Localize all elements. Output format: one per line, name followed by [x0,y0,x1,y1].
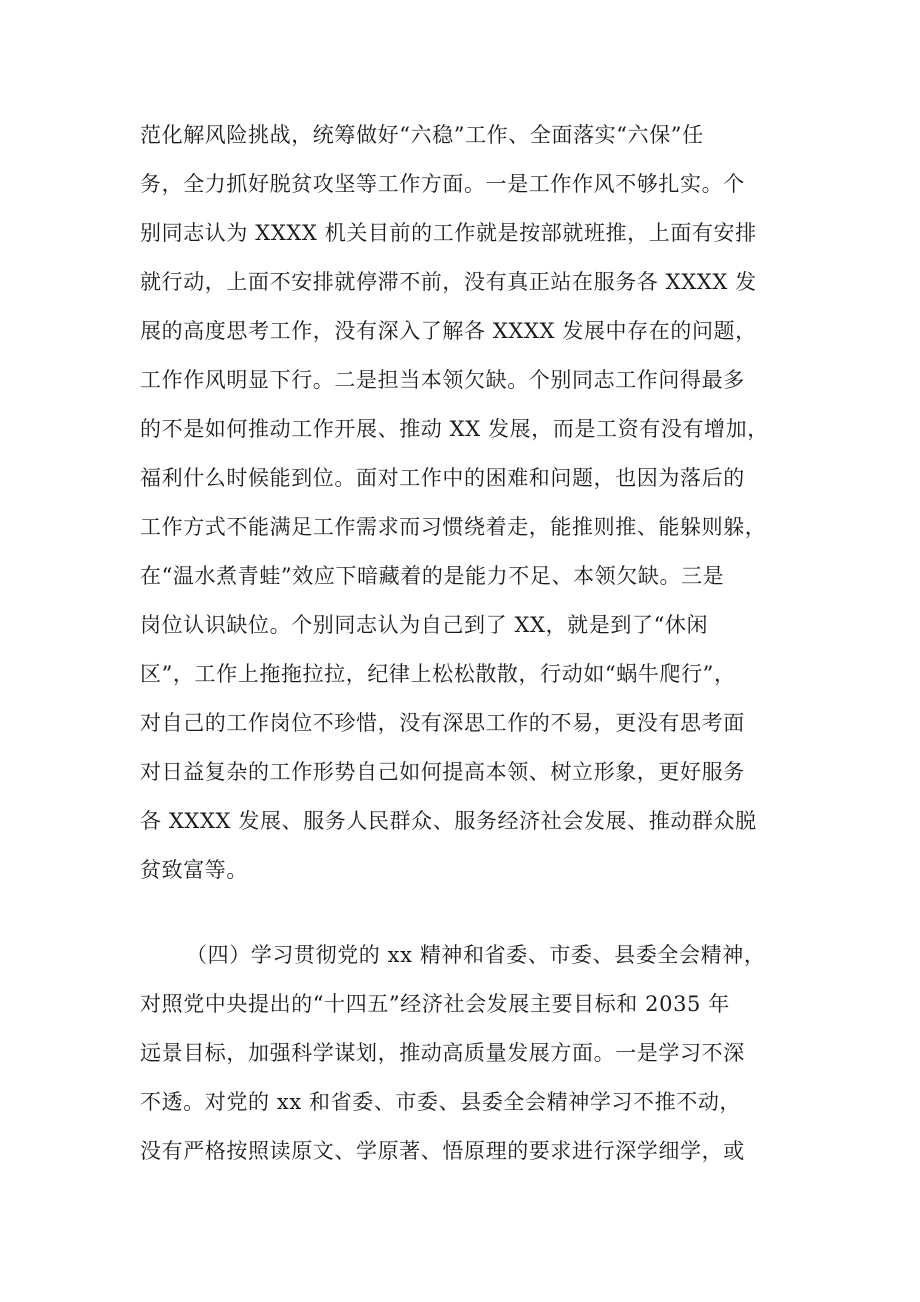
text-line: 对日益复杂的工作形势自己如何提高本领、树立形象，更好服务 [140,760,745,784]
text-line: （四）学习贯彻党的 xx 精神和省委、市委、县委全会精神， [186,943,766,967]
text-line: 别同志认为 XXXX 机关目前的工作就是按部就班推，上面有安排 [140,221,757,245]
text-line: 福利什么时候能到位。面对工作中的困难和问题，也因为落后的 [140,466,745,490]
text-line: 工作方式不能满足工作需求而习惯绕着走，能推则推、能躲则躲， [140,515,767,539]
text-line: 就行动，上面不安排就停滞不前，没有真正站在服务各 XXXX 发 [140,270,757,294]
text-line: 贫致富等。 [140,858,248,882]
text-line: 范化解风险挑战，统筹做好“六稳”工作、全面落实“六保”任 [140,123,704,147]
text-line: 展的高度思考工作，没有深入了解各 XXXX 发展中存在的问题， [140,319,757,343]
text-line: 在“温水煮青蛙”效应下暗藏着的是能力不足、本领欠缺。三是 [140,564,725,588]
text-line: 不透。对党的 xx 和省委、市委、县委全会精神学习不推不动， [140,1090,742,1114]
text-line: 工作作风明显下行。二是担当本领欠缺。个别同志工作问得最多 [140,368,745,392]
text-line: 对自己的工作岗位不珍惜，没有深思工作的不易，更没有思考面 [140,711,745,735]
text-line: 岗位认识缺位。个别同志认为自己到了 XX，就是到了“休闲 [140,613,709,637]
text-line: 区”，工作上拖拖拉拉，纪律上松松散散，行动如“蜗牛爬行”， [140,662,736,686]
text-line: 务，全力抓好脱贫攻坚等工作方面。一是工作作风不够扎实。个 [140,172,745,196]
text-line: 的不是如何推动工作开展、推动 XX 发展，而是工资有没有增加， [140,417,769,441]
text-line: 远景目标，加强科学谋划，推动高质量发展方面。一是学习不深 [140,1041,745,1065]
text-line: 各 XXXX 发展、服务人民群众、服务经济社会发展、推动群众脱 [140,809,757,833]
text-line: 对照党中央提出的“十四五”经济社会发展主要目标和 2035 年 [140,992,730,1016]
text-line: 没有严格按照读原文、学原著、悟原理的要求进行深学细学，或 [140,1139,745,1163]
